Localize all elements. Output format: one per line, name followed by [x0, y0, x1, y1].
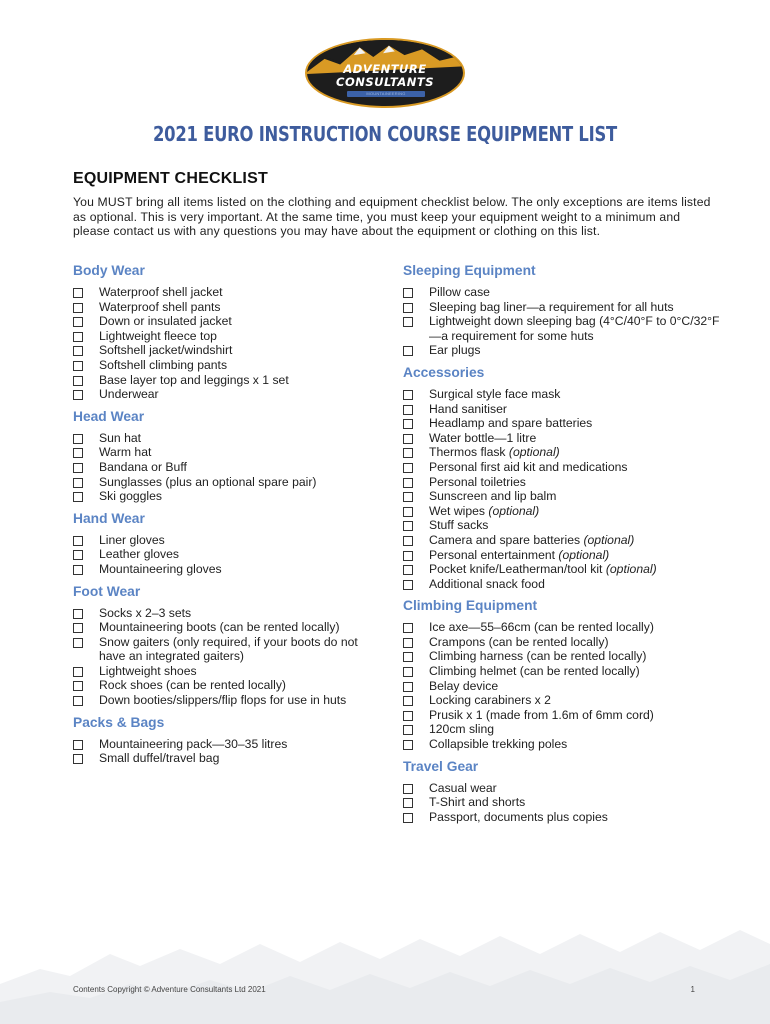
checkbox-icon[interactable] [403, 711, 413, 721]
item-text-wrap [99, 475, 383, 490]
item-text-wrap [99, 431, 383, 446]
checklist-item [403, 548, 723, 563]
checklist-item [73, 664, 383, 679]
checklist-item [73, 547, 383, 562]
checkbox-icon[interactable] [73, 565, 83, 575]
item-text-wrap [429, 737, 723, 752]
checklist [73, 533, 383, 577]
optional-label: (optional) [508, 445, 560, 460]
item-text-wrap [99, 751, 383, 766]
item-label: Sun hat [99, 430, 142, 445]
company-logo [305, 38, 465, 108]
checklist-item [73, 693, 383, 708]
item-text-wrap [99, 314, 383, 329]
item-text-wrap [99, 664, 383, 679]
checklist-item [403, 810, 723, 825]
item-text-wrap [429, 693, 723, 708]
checklist-item [73, 300, 383, 315]
checkbox-icon[interactable] [73, 332, 83, 342]
item-text-wrap [429, 285, 723, 300]
logo-oval [305, 38, 465, 108]
section-heading: Sleeping Equipment [403, 263, 536, 278]
checklist-item [403, 737, 723, 752]
item-text-wrap [429, 810, 723, 825]
checkbox-icon[interactable] [73, 434, 83, 444]
checklist-item [403, 402, 723, 417]
item-label: Personal first aid kit and medications [429, 459, 628, 474]
checklist-item [403, 518, 723, 533]
checkbox-icon[interactable] [403, 303, 413, 313]
intro-paragraph: You MUST bring all items listed on the clothing and equipment checklist below. The only exceptions are items listed as optional. This is very important. At the same time, you must keep your equipment weight to a minimum and please contact us with any questions you may have about the equipment or clothing on this list. [73, 195, 711, 239]
checklist-item [403, 445, 723, 460]
item-text-wrap [429, 402, 723, 417]
checkbox-icon[interactable] [73, 740, 83, 750]
checkbox-icon[interactable] [73, 667, 83, 677]
item-label: Socks x 2–3 sets [99, 605, 192, 620]
page-number: 1 [690, 985, 695, 994]
checklist-item [403, 562, 723, 577]
item-label: Climbing helmet (can be rented locally) [429, 664, 640, 679]
checkbox-icon[interactable] [403, 813, 413, 823]
item-text-wrap [429, 387, 723, 402]
checklist-item [403, 285, 723, 300]
item-label: Surgical style face mask [429, 386, 561, 401]
item-label: Locking carabiners x 2 [429, 693, 551, 708]
item-label: Casual wear [429, 780, 497, 795]
checkbox-icon[interactable] [73, 638, 83, 648]
item-text-wrap [429, 679, 723, 694]
item-label: Liner gloves [99, 532, 165, 547]
item-text-wrap [99, 606, 383, 621]
item-label: Base layer top and leggings x 1 set [99, 372, 289, 387]
checkbox-icon[interactable] [403, 390, 413, 400]
checkbox-icon[interactable] [403, 798, 413, 808]
item-text-wrap [99, 343, 383, 358]
item-text-wrap [429, 577, 723, 592]
item-label: Passport, documents plus copies [429, 809, 608, 824]
item-label: Camera and spare batteries [429, 532, 584, 547]
checklist-item [73, 460, 383, 475]
footer-copyright: Contents Copyright © Adventure Consultants Ltd 2021 [73, 985, 266, 994]
item-label: Ski goggles [99, 489, 163, 504]
item-label: Warm hat [99, 445, 152, 460]
item-label: 120cm sling [429, 722, 495, 737]
checkbox-icon[interactable] [73, 696, 83, 706]
checklist-item [73, 562, 383, 577]
item-text-wrap [429, 518, 723, 533]
checklist-item [403, 504, 723, 519]
checkbox-icon[interactable] [403, 652, 413, 662]
checklist-item [73, 635, 383, 664]
item-text-wrap [429, 431, 723, 446]
item-text-wrap [429, 445, 723, 460]
checklist [73, 285, 383, 402]
optional-label: (optional) [583, 532, 635, 547]
item-text-wrap [99, 620, 383, 635]
logo-tagline: MOUNTAINEERING [366, 91, 406, 96]
checklist-item [403, 460, 723, 475]
item-label: Sunscreen and lip balm [429, 489, 557, 504]
item-label: Softshell jacket/windshirt [99, 343, 233, 358]
item-text-wrap [99, 533, 383, 548]
item-text-wrap [429, 548, 723, 563]
checkbox-icon[interactable] [403, 784, 413, 794]
checkbox-icon[interactable] [403, 725, 413, 735]
item-label: Lightweight fleece top [99, 328, 217, 343]
item-label: Bandana or Buff [99, 459, 187, 474]
item-label: Personal toiletries [429, 474, 526, 489]
item-text-wrap [99, 562, 383, 577]
item-text-wrap [99, 285, 383, 300]
item-label: Pocket knife/Leatherman/tool kit [429, 562, 606, 577]
checklist-item [403, 649, 723, 664]
item-label: Collapsible trekking poles [429, 737, 568, 752]
checklist-item [73, 387, 383, 402]
checklist [73, 737, 383, 766]
item-text-wrap [99, 547, 383, 562]
checklist-item [403, 489, 723, 504]
checklist [403, 387, 723, 591]
checkbox-icon[interactable] [403, 536, 413, 546]
checkbox-icon[interactable] [403, 565, 413, 575]
section-heading: Body Wear [73, 263, 145, 278]
checkbox-icon[interactable] [403, 419, 413, 429]
item-label: Mountaineering pack—30–35 litres [99, 736, 288, 751]
checklist [73, 431, 383, 504]
optional-label: (optional) [488, 503, 540, 518]
checklist-item [403, 533, 723, 548]
item-text-wrap [429, 620, 723, 635]
item-text-wrap [99, 300, 383, 315]
checklist-item [403, 387, 723, 402]
item-label: Leather gloves [99, 547, 179, 562]
item-label: Softshell climbing pants [99, 357, 228, 372]
item-label: Additional snack food [429, 576, 545, 591]
checkbox-icon[interactable] [73, 623, 83, 633]
item-text-wrap [429, 300, 723, 315]
item-text-wrap [429, 343, 723, 358]
checklist-item [403, 416, 723, 431]
checkbox-icon[interactable] [73, 463, 83, 473]
item-label: Ice axe—55–66cm (can be rented locally) [429, 620, 654, 635]
checkbox-icon[interactable] [73, 317, 83, 327]
item-text-wrap [429, 489, 723, 504]
checkbox-icon[interactable] [403, 492, 413, 502]
logo-tagline-bar [347, 91, 425, 97]
logo-text-adventure: ADVENTURE [343, 62, 427, 76]
item-text-wrap [429, 416, 723, 431]
checkbox-icon[interactable] [403, 740, 413, 750]
checklist-item [403, 795, 723, 810]
item-label: Wet wipes [429, 503, 489, 518]
left-column [73, 262, 383, 766]
item-label: Snow gaiters (only required, if your boots do not have an integrated gaiters) [99, 634, 358, 664]
section-heading: Climbing Equipment [403, 598, 538, 614]
checklist-item [403, 781, 723, 796]
checkbox-icon[interactable] [403, 478, 413, 488]
item-label: Mountaineering gloves [99, 561, 222, 576]
checklist-item [73, 358, 383, 373]
item-label: Thermos flask [429, 445, 509, 460]
item-label: Prusik x 1 (made from 1.6m of 6mm cord) [429, 707, 654, 722]
item-text-wrap [99, 387, 383, 402]
item-label: Lightweight down sleeping bag (4°C/40°F to 0°C/32°F—a requirement for some huts [429, 314, 720, 343]
checkbox-icon[interactable] [73, 288, 83, 298]
optional-label: (optional) [558, 547, 610, 562]
item-text-wrap [429, 314, 723, 343]
item-label: Headlamp and spare batteries [429, 416, 593, 431]
item-label: Rock shoes (can be rented locally) [99, 678, 286, 693]
item-label: Hand sanitiser [429, 401, 507, 416]
checkbox-icon[interactable] [403, 551, 413, 561]
right-column [403, 262, 723, 824]
item-text-wrap [429, 649, 723, 664]
checklist-item [73, 606, 383, 621]
checkbox-icon[interactable] [73, 478, 83, 488]
checkbox-icon[interactable] [73, 346, 83, 356]
section-heading: Packs & Bags [73, 714, 165, 730]
checklist-item [403, 300, 723, 315]
item-text-wrap [99, 445, 383, 460]
item-text-wrap [99, 489, 383, 504]
item-text-wrap [429, 722, 723, 737]
checkbox-icon[interactable] [403, 507, 413, 517]
item-label: Underwear [99, 387, 159, 402]
checkbox-icon[interactable] [73, 550, 83, 560]
checkbox-icon[interactable] [73, 390, 83, 400]
checkbox-icon[interactable] [403, 288, 413, 298]
optional-label: (optional) [605, 562, 657, 577]
checkbox-icon[interactable] [73, 448, 83, 458]
item-label: Climbing harness (can be rented locally) [429, 649, 647, 664]
checklist-item [403, 577, 723, 592]
item-text-wrap [429, 664, 723, 679]
item-label: Stuff sacks [429, 518, 489, 533]
logo-text-consultants: CONSULTANTS [336, 75, 434, 89]
item-text-wrap [429, 460, 723, 475]
checkbox-icon[interactable] [403, 346, 413, 356]
checkbox-icon[interactable] [403, 463, 413, 473]
checkbox-icon[interactable] [403, 638, 413, 648]
item-text-wrap [429, 562, 723, 577]
item-text-wrap [99, 678, 383, 693]
checklist-item [73, 285, 383, 300]
item-text-wrap [99, 693, 383, 708]
checklist-heading: EQUIPMENT CHECKLIST [73, 170, 268, 187]
checklist-item [73, 489, 383, 504]
checkbox-icon[interactable] [403, 623, 413, 633]
item-label: Personal entertainment [429, 547, 559, 562]
checklist-item [73, 373, 383, 388]
section-heading: Accessories [403, 364, 485, 380]
item-label: T-Shirt and shorts [429, 795, 526, 810]
item-label: Crampons (can be rented locally) [429, 634, 609, 649]
checkbox-icon[interactable] [403, 667, 413, 677]
item-text-wrap [429, 708, 723, 723]
checklist [73, 606, 383, 708]
checklist [403, 285, 723, 358]
checklist-item [403, 664, 723, 679]
mountain-footer-graphic [0, 914, 770, 1024]
checkbox-icon[interactable] [403, 405, 413, 415]
item-text-wrap [429, 635, 723, 650]
checklist-item [73, 475, 383, 490]
item-label: Belay device [429, 678, 499, 693]
checklist-item [403, 620, 723, 635]
checkbox-icon[interactable] [73, 376, 83, 386]
document-title: 2021 EURO INSTRUCTION COURSE EQUIPMENT LIST [153, 122, 617, 146]
section-heading: Travel Gear [403, 758, 479, 774]
item-text-wrap [429, 533, 723, 548]
item-label: Ear plugs [429, 343, 481, 358]
item-label: Small duffel/travel bag [99, 751, 220, 766]
checkbox-icon[interactable] [403, 682, 413, 692]
item-label: Waterproof shell pants [99, 299, 221, 314]
checklist-item [73, 678, 383, 693]
checkbox-icon[interactable] [403, 521, 413, 531]
item-text-wrap [99, 737, 383, 752]
checklist-item [403, 708, 723, 723]
item-label: Sunglasses (plus an optional spare pair) [99, 474, 317, 489]
section-heading: Foot Wear [73, 583, 141, 599]
checkbox-icon[interactable] [73, 303, 83, 313]
checklist-item [403, 635, 723, 650]
item-text-wrap [429, 504, 723, 519]
item-text-wrap [429, 781, 723, 796]
checklist-item [73, 329, 383, 344]
item-text-wrap [99, 635, 383, 664]
item-text-wrap [429, 475, 723, 490]
checkbox-icon[interactable] [73, 492, 83, 502]
checklist [403, 620, 723, 751]
checklist-item [73, 533, 383, 548]
checklist-item [73, 445, 383, 460]
item-text-wrap [99, 460, 383, 475]
item-label: Mountaineering boots (can be rented locally) [99, 620, 340, 635]
checklist-item [73, 314, 383, 329]
checklist-item [73, 431, 383, 446]
checkbox-icon[interactable] [403, 580, 413, 590]
checkbox-icon[interactable] [403, 448, 413, 458]
checklist-item [403, 343, 723, 358]
checklist-item [403, 431, 723, 446]
item-label: Pillow case [429, 285, 490, 299]
checkbox-icon[interactable] [403, 696, 413, 706]
checklist-item [403, 722, 723, 737]
checkbox-icon[interactable] [73, 609, 83, 619]
item-text-wrap [429, 795, 723, 810]
checkbox-icon[interactable] [73, 536, 83, 546]
item-label: Waterproof shell jacket [99, 285, 223, 299]
checkbox-icon[interactable] [403, 317, 413, 327]
checklist-item [73, 751, 383, 766]
item-label: Down booties/slippers/flip flops for use in huts [99, 693, 347, 708]
checklist-item [403, 679, 723, 694]
checklist-item [73, 343, 383, 358]
item-label: Lightweight shoes [99, 663, 197, 678]
item-label: Sleeping bag liner—a requirement for all huts [429, 299, 674, 314]
checklist-item [403, 475, 723, 490]
checkbox-icon[interactable] [403, 434, 413, 444]
checklist-item [73, 620, 383, 635]
section-heading: Hand Wear [73, 510, 145, 526]
checkbox-icon[interactable] [73, 361, 83, 371]
checklist [403, 781, 723, 825]
checkbox-icon[interactable] [73, 754, 83, 764]
checklist-item [403, 693, 723, 708]
item-text-wrap [99, 358, 383, 373]
section-heading: Head Wear [73, 408, 145, 424]
checkbox-icon[interactable] [73, 681, 83, 691]
item-text-wrap [99, 329, 383, 344]
item-text-wrap [99, 373, 383, 388]
item-label: Down or insulated jacket [99, 314, 232, 329]
checklist-item [403, 314, 723, 343]
checklist-item [73, 737, 383, 752]
item-label: Water bottle—1 litre [429, 430, 537, 445]
